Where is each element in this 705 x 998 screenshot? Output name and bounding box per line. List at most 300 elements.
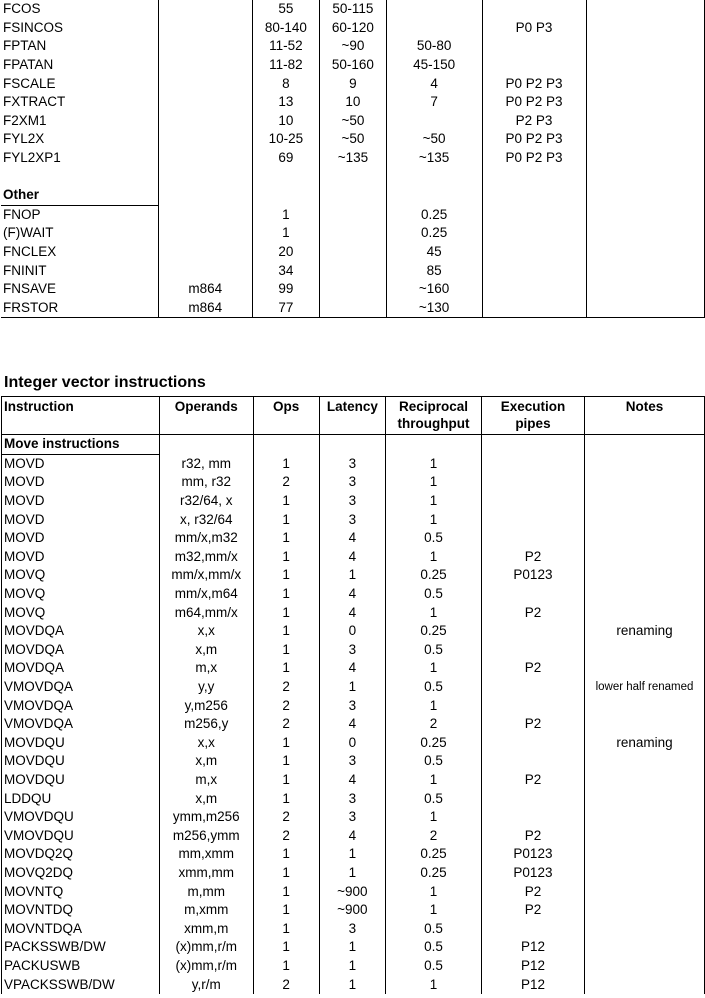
notes-cell <box>586 0 704 19</box>
pipes-cell: P2 <box>481 715 584 734</box>
notes-cell <box>586 19 704 38</box>
instruction-cell: MOVQ <box>2 585 160 604</box>
table-row <box>1 112 705 131</box>
throughput-cell: 2 <box>386 826 482 845</box>
empty-cell <box>159 435 253 455</box>
header-throughput <box>386 397 482 435</box>
throughput-cell: 0.25 <box>386 734 482 753</box>
header-pipes-line1: Execution <box>500 399 566 414</box>
throughput-cell <box>386 19 482 38</box>
table-row <box>2 548 705 567</box>
notes-cell <box>584 548 704 567</box>
operands-cell: m864 <box>158 280 252 299</box>
pipes-cell <box>481 789 584 808</box>
throughput-cell: 4 <box>386 74 482 93</box>
table-row <box>2 789 705 808</box>
empty-cell <box>252 186 320 205</box>
ops-cell: 11-52 <box>252 37 320 56</box>
pipes-cell: P2 <box>481 659 584 678</box>
table-row <box>1 37 705 56</box>
throughput-cell: ~130 <box>386 299 482 318</box>
notes-cell <box>586 74 704 93</box>
instruction-cell: F2XM1 <box>1 112 158 131</box>
throughput-cell <box>386 112 482 131</box>
section-title: Integer vector instructions <box>4 374 206 391</box>
operands-cell: y,r/m <box>159 975 253 994</box>
pipes-cell <box>482 0 586 19</box>
empty-cell <box>482 167 586 186</box>
operands-cell: mm,xmm <box>159 845 253 864</box>
empty-cell <box>586 186 704 205</box>
operands-cell <box>158 149 252 168</box>
notes-cell <box>584 510 704 529</box>
throughput-cell: 7 <box>386 93 482 112</box>
ops-cell: 2 <box>253 826 319 845</box>
operands-cell: y,m256 <box>159 696 253 715</box>
latency-cell: 0 <box>319 622 385 641</box>
latency-cell: 9 <box>320 74 387 93</box>
instruction-cell: FNCLEX <box>1 243 158 262</box>
latency-cell: 1 <box>319 845 385 864</box>
ops-cell: 10 <box>252 112 320 131</box>
notes-cell <box>584 901 704 920</box>
latency-cell: 1 <box>319 864 385 883</box>
table-row <box>2 566 705 585</box>
table-row <box>2 585 705 604</box>
throughput-cell: 0.25 <box>386 566 482 585</box>
instruction-cell: MOVDQ2Q <box>2 845 160 864</box>
notes-cell <box>586 205 704 224</box>
notes-cell <box>584 641 704 660</box>
throughput-cell: 0.5 <box>386 789 482 808</box>
pipes-cell <box>481 585 584 604</box>
throughput-cell: 1 <box>386 603 482 622</box>
table-row <box>1 130 705 149</box>
empty-cell <box>320 167 387 186</box>
ops-cell: 2 <box>253 808 319 827</box>
table-row <box>1 0 705 19</box>
empty-cell <box>481 435 584 455</box>
operands-cell: m32,mm/x <box>159 548 253 567</box>
throughput-cell: 1 <box>386 492 482 511</box>
table-row <box>2 603 705 622</box>
ops-cell: 2 <box>253 473 319 492</box>
notes-cell <box>584 492 704 511</box>
latency-cell: ~50 <box>320 130 387 149</box>
latency-cell: 1 <box>319 566 385 585</box>
header-notes: Notes <box>584 397 704 435</box>
notes-cell <box>584 789 704 808</box>
operands-cell: m,x <box>159 771 253 790</box>
ops-cell: 1 <box>253 641 319 660</box>
pipes-cell: P0123 <box>481 864 584 883</box>
latency-cell: 3 <box>319 473 385 492</box>
section-label-other: Other <box>1 186 158 205</box>
throughput-cell: 0.5 <box>386 752 482 771</box>
pipes-cell <box>481 454 584 473</box>
pipes-cell <box>482 243 586 262</box>
instruction-cell: (F)WAIT <box>1 224 158 243</box>
instruction-cell: MOVQ <box>2 566 160 585</box>
ops-cell: 77 <box>252 299 320 318</box>
instruction-cell: MOVDQU <box>2 771 160 790</box>
throughput-cell: 45 <box>386 243 482 262</box>
pipes-cell: P2 <box>481 882 584 901</box>
table-row <box>2 734 705 753</box>
latency-cell: 3 <box>319 808 385 827</box>
instruction-cell: PACKSSWB/DW <box>2 938 160 957</box>
empty-cell <box>320 186 387 205</box>
throughput-cell: 2 <box>386 715 482 734</box>
ops-cell: 1 <box>253 789 319 808</box>
pipes-cell: P12 <box>481 975 584 994</box>
ops-cell: 2 <box>253 696 319 715</box>
notes-cell <box>584 696 704 715</box>
throughput-cell: 1 <box>386 808 482 827</box>
throughput-cell: 85 <box>386 261 482 280</box>
table-row <box>1 56 705 75</box>
notes-cell: lower half renamed <box>584 678 704 697</box>
ops-cell: 99 <box>252 280 320 299</box>
table-row <box>2 454 705 473</box>
instruction-cell: MOVD <box>2 548 160 567</box>
instruction-cell: FRSTOR <box>1 299 158 318</box>
operands-cell <box>158 112 252 131</box>
notes-cell <box>584 919 704 938</box>
throughput-cell: 1 <box>386 882 482 901</box>
pipes-cell <box>481 641 584 660</box>
notes-cell <box>584 752 704 771</box>
operands-cell <box>158 37 252 56</box>
latency-cell: ~135 <box>320 149 387 168</box>
ops-cell: 1 <box>253 919 319 938</box>
latency-cell: 60-120 <box>320 19 387 38</box>
instruction-cell: MOVNTDQ <box>2 901 160 920</box>
operands-cell: mm/x,mm/x <box>159 566 253 585</box>
instruction-cell: VMOVDQA <box>2 678 160 697</box>
latency-cell <box>320 243 387 262</box>
ops-cell: 20 <box>252 243 320 262</box>
latency-cell: 3 <box>319 510 385 529</box>
latency-cell: ~900 <box>319 882 385 901</box>
instruction-cell: MOVD <box>2 492 160 511</box>
notes-cell <box>584 566 704 585</box>
header-ops: Ops <box>253 397 319 435</box>
throughput-cell: 0.5 <box>386 678 482 697</box>
latency-cell: 50-160 <box>320 56 387 75</box>
instruction-cell: FNSAVE <box>1 280 158 299</box>
notes-cell <box>584 454 704 473</box>
notes-cell <box>584 808 704 827</box>
latency-cell: 1 <box>319 938 385 957</box>
ops-cell: 80-140 <box>252 19 320 38</box>
latency-cell: 1 <box>319 975 385 994</box>
throughput-cell: 0.5 <box>386 585 482 604</box>
operands-cell <box>158 205 252 224</box>
ops-cell: 1 <box>253 454 319 473</box>
ops-cell: 1 <box>253 603 319 622</box>
ops-cell: 1 <box>253 901 319 920</box>
notes-cell <box>586 261 704 280</box>
notes-cell <box>584 938 704 957</box>
table-row <box>2 529 705 548</box>
pipes-cell <box>482 261 586 280</box>
operands-cell: xmm,m <box>159 919 253 938</box>
latency-cell: 4 <box>319 603 385 622</box>
notes-cell <box>586 37 704 56</box>
pipes-cell <box>481 919 584 938</box>
latency-cell: 10 <box>320 93 387 112</box>
notes-cell <box>586 299 704 318</box>
latency-cell <box>320 280 387 299</box>
table-row <box>1 149 705 168</box>
throughput-cell: 0.25 <box>386 845 482 864</box>
header-pipes-line2: pipes <box>515 416 551 431</box>
instruction-cell: MOVDQU <box>2 734 160 753</box>
empty-cell <box>386 186 482 205</box>
ops-cell: 1 <box>253 938 319 957</box>
ops-cell: 34 <box>252 261 320 280</box>
operands-cell: mm/x,m64 <box>159 585 253 604</box>
instruction-cell: FYL2XP1 <box>1 149 158 168</box>
latency-cell: 4 <box>319 771 385 790</box>
instruction-cell: VPACKSSWB/DW <box>2 975 160 994</box>
latency-cell: 0 <box>319 734 385 753</box>
operands-cell: m64,mm/x <box>159 603 253 622</box>
table-row <box>2 864 705 883</box>
instruction-cell: MOVD <box>2 454 160 473</box>
throughput-cell: 45-150 <box>386 56 482 75</box>
latency-cell: ~90 <box>320 37 387 56</box>
pipes-cell <box>481 492 584 511</box>
header-latency: Latency <box>319 397 385 435</box>
empty-cell <box>386 435 482 455</box>
operands-cell: x, r32/64 <box>159 510 253 529</box>
section-row-move <box>2 435 705 455</box>
operands-cell: y,y <box>159 678 253 697</box>
pipes-cell <box>482 299 586 318</box>
notes-cell <box>586 243 704 262</box>
table-row <box>2 715 705 734</box>
throughput-cell <box>386 0 482 19</box>
latency-cell: 4 <box>319 715 385 734</box>
throughput-cell: 1 <box>386 975 482 994</box>
table-row <box>2 752 705 771</box>
notes-cell <box>584 826 704 845</box>
ops-cell: 1 <box>253 622 319 641</box>
notes-cell <box>584 957 704 976</box>
ops-cell: 2 <box>253 715 319 734</box>
pipes-cell <box>482 205 586 224</box>
section-label-move: Move instructions <box>2 435 160 455</box>
notes-cell <box>584 882 704 901</box>
ops-cell: 1 <box>253 492 319 511</box>
instruction-cell: FPATAN <box>1 56 158 75</box>
pipes-cell: P0 P3 <box>482 19 586 38</box>
notes-cell <box>584 845 704 864</box>
table-row <box>2 938 705 957</box>
instruction-cell: PACKUSWB <box>2 957 160 976</box>
pipes-cell: P2 <box>481 603 584 622</box>
latency-cell <box>320 299 387 318</box>
throughput-cell: ~50 <box>386 130 482 149</box>
ops-cell: 1 <box>253 734 319 753</box>
table-row <box>2 696 705 715</box>
throughput-cell: 0.5 <box>386 919 482 938</box>
instruction-cell: MOVNTDQA <box>2 919 160 938</box>
latency-cell: 3 <box>319 696 385 715</box>
pipes-cell: P0 P2 P3 <box>482 74 586 93</box>
notes-cell <box>584 975 704 994</box>
pipes-cell <box>481 752 584 771</box>
operands-cell <box>158 93 252 112</box>
table-row <box>1 205 705 224</box>
ops-cell: 1 <box>253 771 319 790</box>
throughput-cell: ~160 <box>386 280 482 299</box>
instruction-cell: FPTAN <box>1 37 158 56</box>
instruction-cell: MOVD <box>2 473 160 492</box>
header-pipes <box>481 397 584 435</box>
latency-cell: 3 <box>319 752 385 771</box>
table-row <box>2 659 705 678</box>
latency-cell: 3 <box>319 919 385 938</box>
throughput-cell: 0.5 <box>386 957 482 976</box>
table-row <box>2 919 705 938</box>
ops-cell: 11-82 <box>252 56 320 75</box>
instruction-cell: FXTRACT <box>1 93 158 112</box>
operands-cell: (x)mm,r/m <box>159 957 253 976</box>
notes-cell <box>586 130 704 149</box>
instruction-cell: VMOVDQA <box>2 715 160 734</box>
throughput-cell: 1 <box>386 771 482 790</box>
latency-cell: ~900 <box>319 901 385 920</box>
pipes-cell <box>481 808 584 827</box>
ops-cell: 1 <box>253 752 319 771</box>
ops-cell: 1 <box>253 529 319 548</box>
pipes-cell: P0 P2 P3 <box>482 130 586 149</box>
pipes-cell: P12 <box>481 957 584 976</box>
empty-cell <box>158 186 252 205</box>
operands-cell: mm, r32 <box>159 473 253 492</box>
table-row <box>2 957 705 976</box>
notes-cell: renaming <box>584 734 704 753</box>
table-row <box>2 771 705 790</box>
pipes-cell: P0 P2 P3 <box>482 149 586 168</box>
ops-cell: 1 <box>252 205 320 224</box>
pipes-cell <box>482 224 586 243</box>
notes-cell <box>584 585 704 604</box>
instruction-cell: VMOVDQU <box>2 808 160 827</box>
empty-cell <box>1 167 158 186</box>
header-throughput-line1: Reciprocal <box>398 399 468 414</box>
instruction-cell: FYL2X <box>1 130 158 149</box>
notes-cell <box>586 280 704 299</box>
operands-cell <box>158 19 252 38</box>
empty-cell <box>252 167 320 186</box>
pipes-cell: P2 <box>481 826 584 845</box>
latency-cell: 3 <box>319 641 385 660</box>
header-throughput-line2: throughput <box>397 416 470 431</box>
table-row <box>1 299 705 318</box>
table-row <box>2 826 705 845</box>
header-operands: Operands <box>159 397 253 435</box>
latency-cell <box>320 261 387 280</box>
latency-cell: 1 <box>319 678 385 697</box>
ops-cell: 1 <box>253 957 319 976</box>
pipes-cell: P0 P2 P3 <box>482 93 586 112</box>
ops-cell: 1 <box>253 585 319 604</box>
instruction-cell: MOVDQA <box>2 659 160 678</box>
header-instruction: Instruction <box>2 397 160 435</box>
throughput-cell: 0.5 <box>386 529 482 548</box>
notes-cell <box>584 473 704 492</box>
throughput-cell: 0.25 <box>386 205 482 224</box>
notes-cell <box>586 224 704 243</box>
table-row <box>1 261 705 280</box>
ops-cell: 69 <box>252 149 320 168</box>
empty-cell <box>586 167 704 186</box>
latency-cell: 1 <box>319 957 385 976</box>
empty-cell <box>584 435 704 455</box>
table-row <box>2 473 705 492</box>
operands-cell <box>158 0 252 19</box>
instruction-cell: FSCALE <box>1 74 158 93</box>
ops-cell: 55 <box>252 0 320 19</box>
instruction-cell: FCOS <box>1 0 158 19</box>
fpu-table <box>1 0 705 318</box>
pipes-cell: P0123 <box>481 566 584 585</box>
operands-cell: x,m <box>159 752 253 771</box>
table-row <box>2 678 705 697</box>
operands-cell: x,m <box>159 641 253 660</box>
throughput-cell: 0.25 <box>386 864 482 883</box>
notes-cell: renaming <box>584 622 704 641</box>
operands-cell: r32/64, x <box>159 492 253 511</box>
pipes-cell: P2 P3 <box>482 112 586 131</box>
operands-cell <box>158 243 252 262</box>
spacer-row <box>1 167 705 186</box>
operands-cell <box>158 224 252 243</box>
pipes-cell <box>481 696 584 715</box>
notes-cell <box>584 659 704 678</box>
integer-vector-table <box>1 396 705 994</box>
ops-cell: 1 <box>253 548 319 567</box>
operands-cell: mm/x,m32 <box>159 529 253 548</box>
latency-cell: 4 <box>319 585 385 604</box>
operands-cell: (x)mm,r/m <box>159 938 253 957</box>
pipes-cell: P2 <box>481 548 584 567</box>
table-row <box>2 975 705 994</box>
throughput-cell: 0.5 <box>386 641 482 660</box>
pipes-cell <box>481 510 584 529</box>
ops-cell: 1 <box>253 510 319 529</box>
operands-cell: m,mm <box>159 882 253 901</box>
latency-cell <box>320 205 387 224</box>
operands-cell <box>158 74 252 93</box>
instruction-cell: VMOVDQU <box>2 826 160 845</box>
ops-cell: 1 <box>253 566 319 585</box>
table-row <box>1 74 705 93</box>
throughput-cell: 0.25 <box>386 224 482 243</box>
notes-cell <box>584 864 704 883</box>
throughput-cell: ~135 <box>386 149 482 168</box>
latency-cell: 50-115 <box>320 0 387 19</box>
throughput-cell: 1 <box>386 510 482 529</box>
pipes-cell: P2 <box>481 771 584 790</box>
operands-cell: x,x <box>159 622 253 641</box>
pipes-cell: P0123 <box>481 845 584 864</box>
operands-cell: m256,ymm <box>159 826 253 845</box>
